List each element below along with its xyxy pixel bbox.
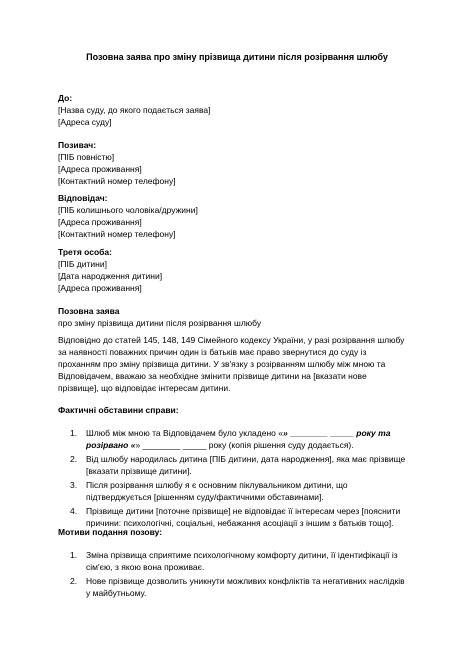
court-section: [58, 92, 418, 128]
defendant-label: Відповідач:: [58, 193, 108, 203]
list-number: 1.: [70, 428, 78, 438]
list-item-text: сім'єю, з якою вона проживає.: [86, 562, 205, 572]
list-number: 2.: [70, 576, 78, 586]
claim-body-line: проханням про зміну прізвища дитини. У зв'язку з розірванням шлюбу між мною та: [58, 359, 386, 369]
marriage-text: Шлюб між мною та Відповідачем було укладено «: [86, 428, 283, 438]
marriage-date-blank: » ________ _____ року та: [282, 428, 391, 438]
claim-heading: Позовна заява: [58, 306, 120, 316]
list-item-text: Після розірвання шлюбу я є основним піклувальником дитини, що: [86, 480, 348, 490]
motives-heading: Мотиви подання позову:: [58, 527, 163, 537]
list-item: [58, 479, 404, 503]
claim-section: [58, 305, 418, 394]
defendant-name: [ПІБ колишнього чоловіка/дружини]: [58, 205, 198, 215]
list-item-text: причини: психологічні, соціальні, небажання асоціації з іншим з батьків тощо].: [86, 518, 394, 528]
facts-list: [58, 427, 418, 529]
list-number: 1.: [70, 550, 78, 560]
to-label: До:: [58, 93, 73, 103]
plaintiff-section: [58, 139, 418, 187]
defendant-address: [Адреса проживання]: [58, 217, 142, 227]
list-item: [58, 453, 404, 477]
divorce-date-text: » ________ _____ року (копія рішення суду додається).: [135, 440, 354, 450]
divorce-label: розірвано «: [86, 440, 136, 450]
defendant-phone: [Контактний номер телефону]: [58, 229, 176, 239]
list-item-text: [вказати прізвище дитини].: [86, 466, 192, 476]
motives-section: [58, 526, 418, 599]
claim-body-line: за наявності поважних причин один із батьків має право звернутися до суду із: [58, 347, 367, 357]
claim-body-line: прізвище], що відповідає інтересам дитини.: [58, 383, 231, 393]
plaintiff-name: [ПІБ повністю]: [58, 152, 115, 162]
list-item-text: Зміна прізвища сприятиме психологічному комфорту дитини, її ідентифікації із: [86, 550, 398, 560]
list-item-text: підтверджується [рішенням суду/фактичними обставинами].: [86, 492, 324, 502]
plaintiff-label: Позивач:: [58, 140, 97, 150]
document-title: Позовна заява про зміну прізвища дитини після розірвання шлюбу: [86, 52, 388, 62]
list-item: [58, 575, 404, 599]
facts-heading: Фактичні обставини справи:: [58, 405, 179, 415]
list-item-text: Прізвище дитини [поточне прізвище] не відповідає її інтересам через [пояснити: [86, 506, 401, 516]
plaintiff-address: [Адреса проживання]: [58, 164, 142, 174]
claim-body: [58, 334, 416, 394]
list-number: 2.: [70, 454, 78, 464]
child-name: [ПІБ дитини]: [58, 259, 107, 269]
list-item-text: у майбутньому.: [86, 588, 147, 598]
list-item-text: Від шлюбу народилась дитина [ПІБ дитини, дата народження], яка має прізвище: [86, 454, 406, 464]
motives-list: [58, 549, 418, 599]
court-address: [Адреса суду]: [58, 117, 112, 127]
child-birth-date: [Дата народження дитини]: [58, 271, 163, 281]
claim-body-line: Відповідачем, вважаю за необхідне змінити прізвище дитини на [вказати нове: [58, 371, 367, 381]
list-number: 3.: [70, 480, 78, 490]
claim-body-line: Відповідно до статей 145, 148, 149 Сімейного кодексу України, у разі розірвання шлюбу: [58, 335, 405, 345]
list-item-text: Нове прізвище дозволить уникнути можливих конфліктів та негативних наслідків: [86, 576, 405, 586]
plaintiff-phone: [Контактний номер телефону]: [58, 176, 176, 186]
facts-section: [58, 404, 418, 529]
third-party-label: Третя особа:: [58, 247, 112, 257]
list-item: [58, 427, 404, 451]
claim-subheading: про зміну прізвища дитини після розірвання шлюбу: [58, 318, 262, 328]
list-item: [58, 549, 404, 573]
child-address: [Адреса проживання]: [58, 283, 142, 293]
defendant-section: [58, 192, 418, 240]
court-name: [Назва суду, до якого подається заява]: [58, 105, 211, 115]
third-party-section: [58, 246, 418, 294]
list-number: 4.: [70, 506, 78, 516]
